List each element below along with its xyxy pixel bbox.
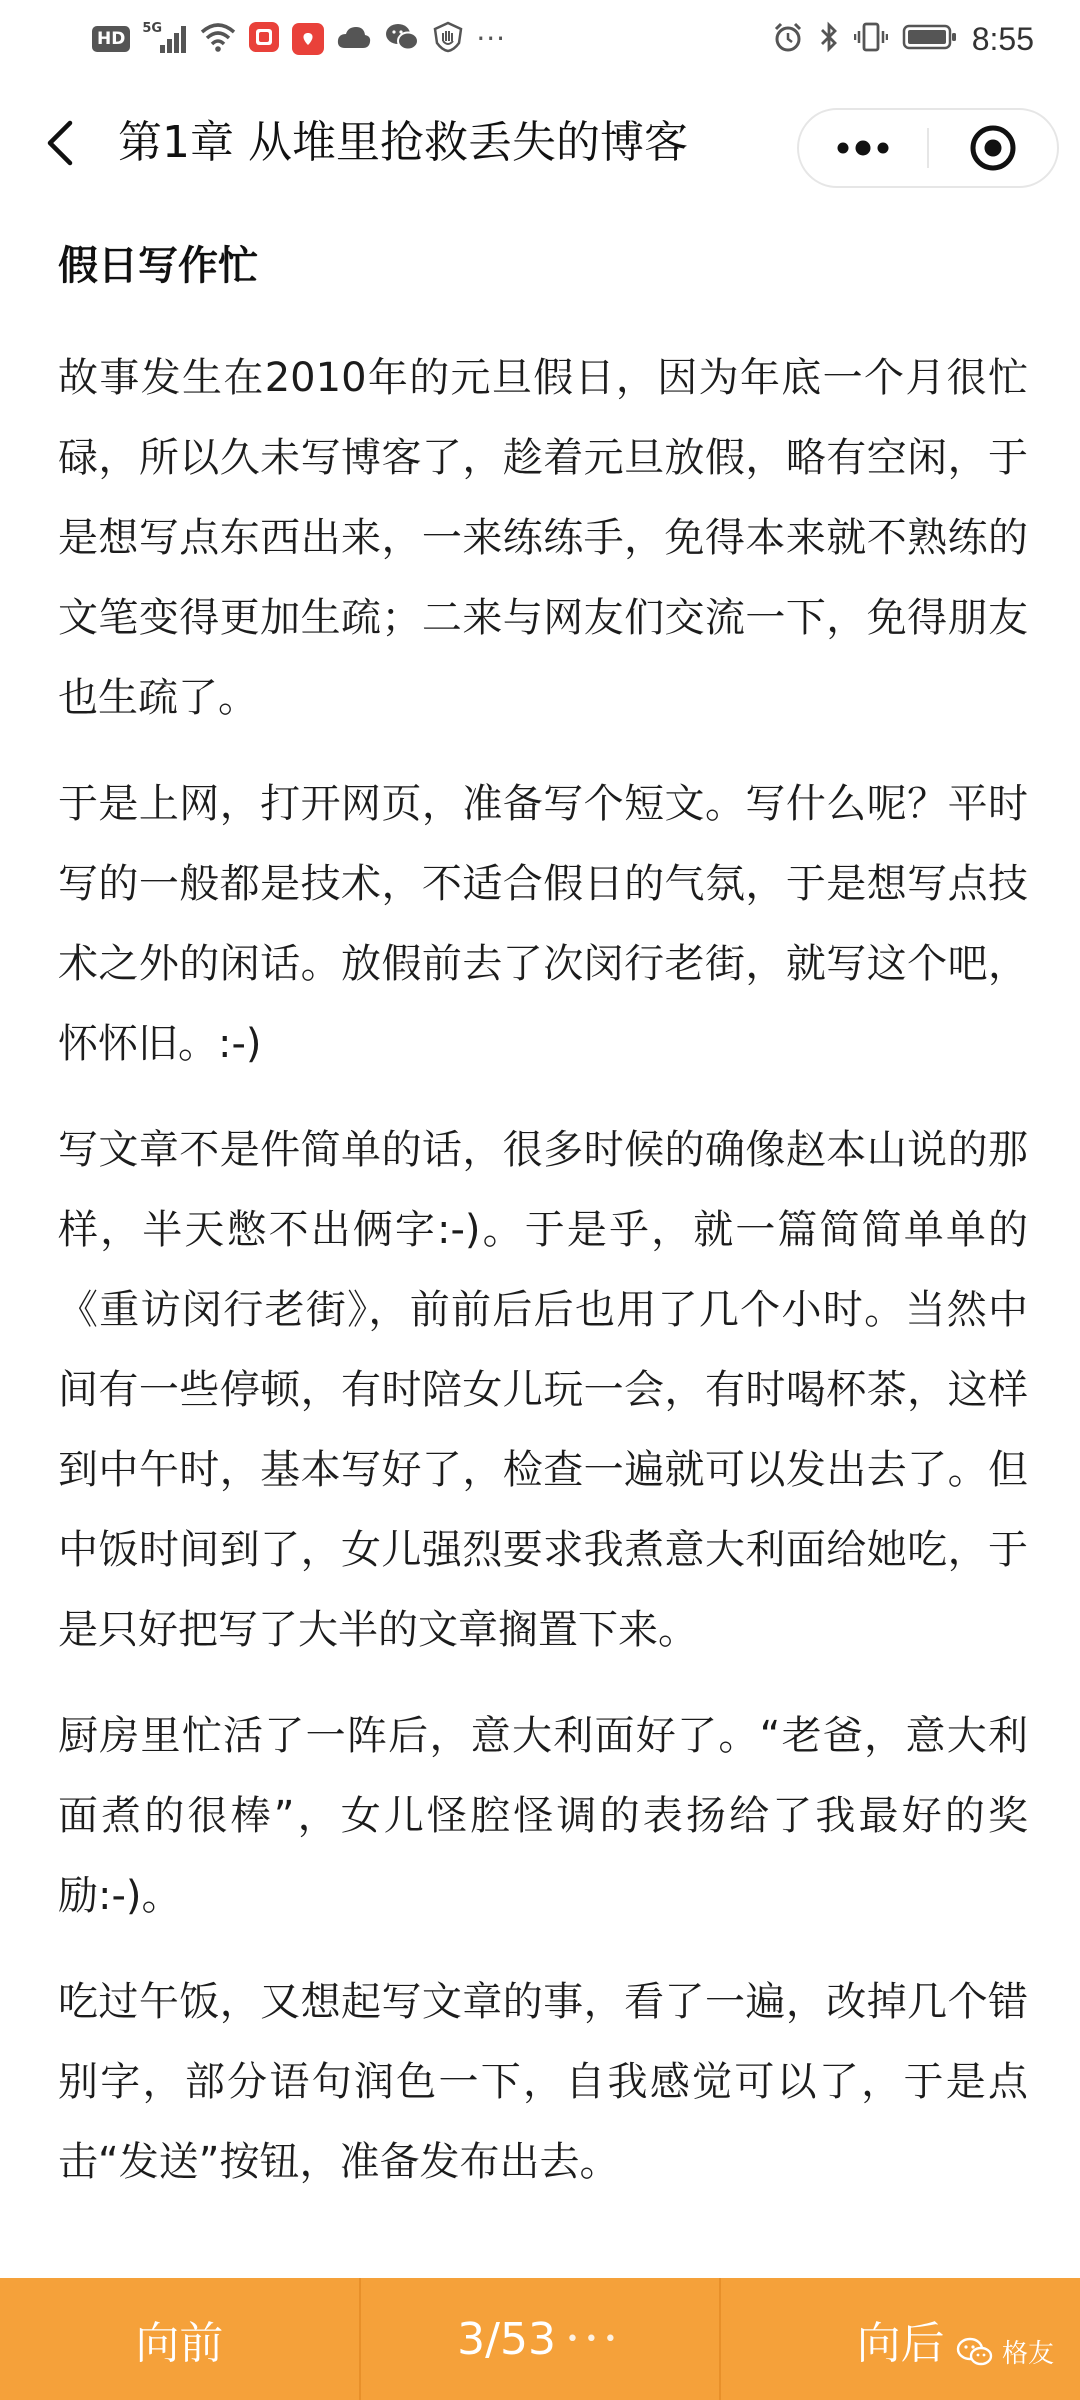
battery-icon [902,23,958,55]
article-paragraph: 厨房里忙活了一阵后，意大利面好了。“老爸，意大利面煮的很棒”，女儿怪腔怪调的表扬给了我最好的奖励:-)。 [58,1713,1028,1919]
chevron-left-icon [42,119,78,167]
wifi-icon [200,22,236,56]
page-indicator [457,2314,623,2365]
article-content [58,236,1028,2228]
next-page-button[interactable] [721,2278,1080,2400]
more-menu-button[interactable] [799,110,927,186]
status-time: 8:55 [971,20,1034,57]
hand-shield-icon [432,21,464,57]
signal-5g-icon: 5G [142,23,188,55]
next-page-label: 向后 [856,2318,945,2369]
article-paragraph: 写文章不是件简单的话，很多时候的确像赵本山说的那样，半天憋不出俩字:-)。于是乎，就一篇简简单单的《重访闵行老街》，前前后后也用了几个小时。当然中间有一些停顿，有时陪女儿玩一会，有时喝杯茶，这样到中午时，基本写好了，检查一遍就可以发出去了。但中饭时间到了，女儿强烈要求我煮意大利面给她吃，于是只好把写了大半的文章搁置下来。 [58,1127,1028,1653]
mini-program-capsule [797,108,1059,188]
watermark-text: 格友 [1002,2339,1055,2369]
hd-badge-icon: HD [92,26,130,52]
bluetooth-icon [818,21,840,57]
cloud-icon [336,24,372,54]
title-bar [0,78,1080,208]
article-paragraph: 吃过午饭，又想起写文章的事，看了一遍，改掉几个错别字，部分语句润色一下，自我感觉可以了，于是点击“发送”按钮，准备发布出去。 [58,1979,1028,2185]
more-notifications-icon: ··· [476,22,507,55]
page-dots-icon: ••• [565,2326,623,2352]
wechat-icon [384,22,420,56]
previous-page-button[interactable] [0,2278,359,2400]
huawei-app-icon [292,23,324,55]
wechat-logo-icon [956,2337,994,2367]
target-close-icon [968,123,1018,173]
alarm-icon [772,21,804,57]
vibrate-icon [854,21,888,57]
back-button[interactable] [30,113,90,173]
more-dots-icon [835,138,891,158]
red-notification-icon [248,21,280,57]
bottom-navigation-bar [0,2278,1080,2400]
status-bar-left [92,20,506,58]
article-paragraph: 故事发生在2010年的元旦假日，因为年底一个月很忙碌，所以久未写博客了，趁着元旦放假，略有空闲，于是想写点东西出来，一来练练手，免得本来就不熟练的文笔变得更加生疏；二来与网友们交流一下，免得朋友也生疏了。 [58,355,1028,721]
previous-page-label: 向前 [135,2318,224,2369]
section-heading: 假日写作忙 [58,243,258,289]
status-bar-right [772,18,1034,60]
close-mini-program-button[interactable] [929,110,1057,186]
page-indicator-button[interactable] [361,2278,720,2400]
wechat-watermark [956,2333,1054,2370]
page-number: 3/53 [457,2313,556,2365]
status-bar [0,0,1080,78]
article-paragraph: 于是上网，打开网页，准备写个短文。写什么呢？平时写的一般都是技术，不适合假日的气氛，于是想写点技术之外的闲话。放假前去了次闵行老街，就写这个吧，怀怀旧。:-) [58,781,1028,1067]
page-title: 第1章 从堆里抢救丢失的博客 [118,117,688,168]
